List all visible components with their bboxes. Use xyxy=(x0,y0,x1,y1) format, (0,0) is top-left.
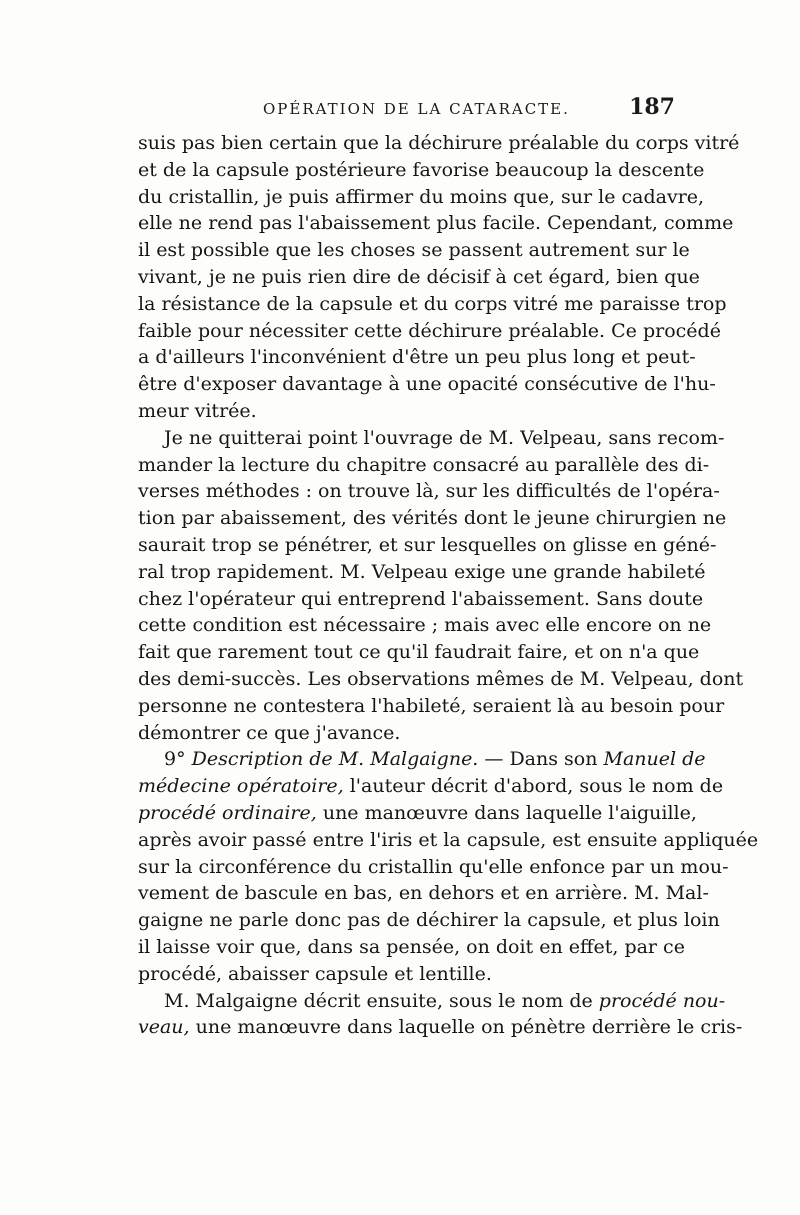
text-run: 9° xyxy=(164,748,192,771)
text-line: saurait trop se pénétrer, et sur lesquelles on glisse en géné- xyxy=(138,533,717,556)
text-line: cette condition est nécessaire ; mais avec elle encore on ne xyxy=(138,614,712,637)
running-head xyxy=(138,94,683,126)
text-line: faible pour nécessiter cette déchirure préalable. Ce procédé xyxy=(138,319,721,342)
text-line: être d'exposer davantage à une opacité consécutive de l'hu- xyxy=(138,373,716,396)
text-line: ral trop rapidement. M. Velpeau exige une grande habileté xyxy=(138,560,706,583)
text-line: meur vitrée. xyxy=(138,399,257,422)
text-line: chez l'opérateur qui entreprend l'abaissement. Sans doute xyxy=(138,587,704,610)
text-line: personne ne contestera l'habileté, seraient là au besoin pour xyxy=(138,694,725,717)
text-line: il est possible que les choses se passent autrement sur le xyxy=(138,239,690,262)
text-line: la résistance de la capsule et du corps vitré me paraisse trop xyxy=(138,292,727,315)
text-line: vivant, je ne puis rien dire de décisif à cet égard, bien que xyxy=(138,265,700,288)
page-number: 187 xyxy=(629,94,675,120)
text-line xyxy=(138,988,726,1015)
italic-run: procédé nou- xyxy=(598,989,726,1012)
text-run: une manœuvre dans laquelle l'aiguille, xyxy=(316,801,697,824)
text-line: après avoir passé entre l'iris et la capsule, est ensuite appliquée xyxy=(138,828,759,851)
text-run: l'auteur décrit d'abord, sous le nom de xyxy=(343,775,724,798)
text-line: démontrer ce que j'avance. xyxy=(138,721,401,744)
text-line: verses méthodes : on trouve là, sur les difficultés de l'opéra- xyxy=(138,480,720,503)
text-line: vement de bascule en bas, en dehors et en arrière. M. Mal- xyxy=(138,882,709,905)
running-title: OPÉRATION DE LA CATARACTE. xyxy=(263,100,570,118)
text-line: et de la capsule postérieure favorise beaucoup la descente xyxy=(138,158,705,181)
italic-run: procédé ordinaire, xyxy=(138,801,317,824)
text-line: sur la circonférence du cristallin qu'elle enfonce par un mou- xyxy=(138,855,729,878)
text-run: — Dans son xyxy=(478,748,604,771)
italic-run: Manuel de xyxy=(603,748,706,771)
body-text xyxy=(138,130,759,1041)
text-line: a d'ailleurs l'inconvénient d'être un peu plus long et peut- xyxy=(138,346,696,369)
italic-run: Description de M. Malgaigne. xyxy=(191,748,479,771)
text-line: elle ne rend pas l'abaissement plus facile. Cependant, comme xyxy=(138,212,734,235)
text-line xyxy=(138,746,706,773)
text-line: Je ne quitterai point l'ouvrage de M. Velpeau, sans recom- xyxy=(164,426,725,449)
text-line: il laisse voir que, dans sa pensée, on doit en effet, par ce xyxy=(138,935,685,958)
text-line xyxy=(138,773,724,800)
text-line: mander la lecture du chapitre consacré au parallèle des di- xyxy=(138,453,710,476)
text-line: des demi-succès. Les observations mêmes de M. Velpeau, dont xyxy=(138,667,744,690)
italic-run: veau, xyxy=(138,1016,190,1039)
text-run: M. Malgaigne décrit ensuite, sous le nom de xyxy=(164,989,599,1012)
text-line: gaigne ne parle donc pas de déchirer la capsule, et plus loin xyxy=(138,909,720,932)
text-line xyxy=(138,1014,743,1041)
italic-run: médecine opératoire, xyxy=(138,775,344,798)
text-line: procédé, abaisser capsule et lentille. xyxy=(138,962,492,985)
text-run: une manœuvre dans laquelle on pénètre derrière le cris- xyxy=(189,1016,743,1039)
text-line: suis pas bien certain que la déchirure préalable du corps vitré xyxy=(138,132,740,154)
text-line: du cristallin, je puis affirmer du moins que, sur le cadavre, xyxy=(138,185,705,208)
text-line: fait que rarement tout ce qu'il faudrait faire, et on n'a que xyxy=(138,641,700,664)
text-line: tion par abaissement, des vérités dont le jeune chirurgien ne xyxy=(138,507,727,530)
text-line xyxy=(138,800,697,827)
